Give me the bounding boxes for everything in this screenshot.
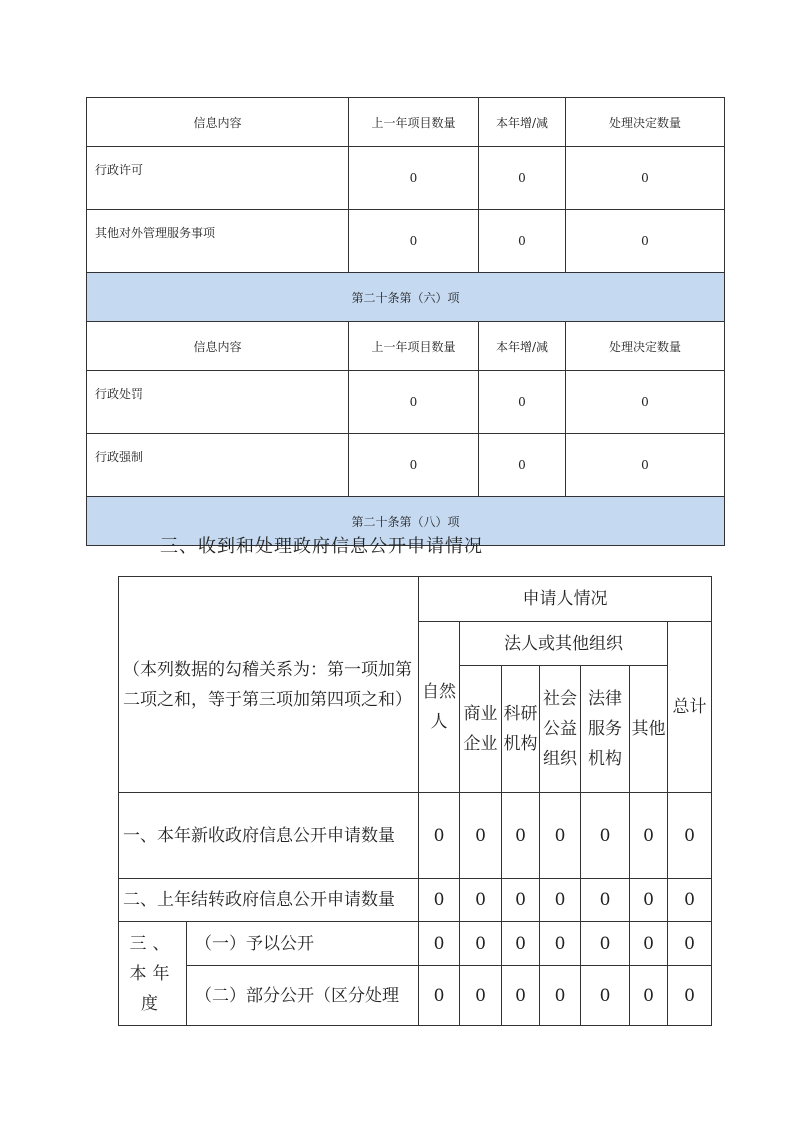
- header-cell: 本年增/减: [479, 98, 566, 147]
- legal-entity-header: 法人或其他组织: [460, 622, 668, 666]
- cell-value: 0: [566, 371, 725, 434]
- col-header-other: 其他: [630, 666, 668, 793]
- header-cell: 信息内容: [87, 322, 349, 371]
- header-cell: 信息内容: [87, 98, 349, 147]
- cell-value: 0: [581, 922, 630, 966]
- table-row: [87, 210, 725, 273]
- cell-value: 0: [479, 210, 566, 273]
- section-title: 三、收到和处理政府信息公开申请情况: [160, 536, 483, 557]
- cell-value: 0: [502, 966, 540, 1026]
- cell-value: 0: [581, 793, 630, 879]
- row-label: 一、本年新收政府信息公开申请数量: [119, 793, 419, 879]
- table-row: [87, 147, 725, 210]
- cell-value: 0: [581, 879, 630, 922]
- cell-value: 0: [349, 371, 479, 434]
- row-group-label: 三、本年度: [119, 922, 187, 1026]
- row-label: 行政处罚: [87, 371, 349, 434]
- cell-value: 0: [349, 147, 479, 210]
- table-row: [87, 371, 725, 434]
- row-label: 二、上年结转政府信息公开申请数量: [119, 879, 419, 922]
- cell-value: 0: [419, 793, 460, 879]
- cell-value: 0: [566, 147, 725, 210]
- cell-value: 0: [349, 434, 479, 497]
- cell-value: 0: [419, 966, 460, 1026]
- col-header-total: 总计: [668, 622, 712, 793]
- table-row: [119, 879, 712, 922]
- cell-value: 0: [502, 922, 540, 966]
- cell-value: 0: [668, 966, 712, 1026]
- header-cell: 本年增/减: [479, 322, 566, 371]
- note-cell: （本列数据的勾稽关系为：第一项加第二项之和，等于第三项加第四项之和）: [119, 577, 419, 793]
- cell-value: 0: [479, 147, 566, 210]
- row-label: 其他对外管理服务事项: [87, 210, 349, 273]
- col-header-public-welfare: 社会公益组织: [540, 666, 581, 793]
- table-header-row: [87, 98, 725, 147]
- section-band: 第二十条第（八）项: [87, 497, 725, 546]
- application-table: [118, 576, 712, 1026]
- row-label: （二）部分公开（区分处理: [187, 966, 419, 1026]
- cell-value: 0: [566, 434, 725, 497]
- row-label: 行政强制: [87, 434, 349, 497]
- cell-value: 0: [479, 434, 566, 497]
- cell-value: 0: [419, 922, 460, 966]
- cell-value: 0: [540, 966, 581, 1026]
- cell-value: 0: [540, 879, 581, 922]
- section-band-row: [87, 273, 725, 322]
- header-cell: 上一年项目数量: [349, 98, 479, 147]
- table-row: [119, 966, 712, 1026]
- row-label: 行政许可: [87, 147, 349, 210]
- cell-value: 0: [460, 879, 502, 922]
- cell-value: 0: [630, 922, 668, 966]
- col-header-natural-person: 自然人: [419, 622, 460, 793]
- cell-value: 0: [540, 793, 581, 879]
- cell-value: 0: [668, 793, 712, 879]
- cell-value: 0: [668, 879, 712, 922]
- col-header-legal-service: 法律服务机构: [581, 666, 630, 793]
- cell-value: 0: [630, 966, 668, 1026]
- cell-value: 0: [630, 793, 668, 879]
- cell-value: 0: [502, 879, 540, 922]
- header-cell: 上一年项目数量: [349, 322, 479, 371]
- cell-value: 0: [566, 210, 725, 273]
- cell-value: 0: [460, 966, 502, 1026]
- cell-value: 0: [668, 922, 712, 966]
- cell-value: 0: [630, 879, 668, 922]
- cell-value: 0: [419, 879, 460, 922]
- cell-value: 0: [460, 922, 502, 966]
- section-band: 第二十条第（六）项: [87, 273, 725, 322]
- applicant-header: 申请人情况: [419, 577, 712, 622]
- cell-value: 0: [460, 793, 502, 879]
- table-row: [119, 793, 712, 879]
- cell-value: 0: [502, 793, 540, 879]
- top-info-table: [86, 97, 725, 546]
- col-header-research: 科研机构: [502, 666, 540, 793]
- cell-value: 0: [349, 210, 479, 273]
- row-label: （一）予以公开: [187, 922, 419, 966]
- table-row: [87, 434, 725, 497]
- table-row: [119, 922, 712, 966]
- header-cell: 处理决定数量: [566, 322, 725, 371]
- cell-value: 0: [581, 966, 630, 1026]
- col-header-business: 商业企业: [460, 666, 502, 793]
- table-header-row: [87, 322, 725, 371]
- cell-value: 0: [479, 371, 566, 434]
- cell-value: 0: [540, 922, 581, 966]
- header-cell: 处理决定数量: [566, 98, 725, 147]
